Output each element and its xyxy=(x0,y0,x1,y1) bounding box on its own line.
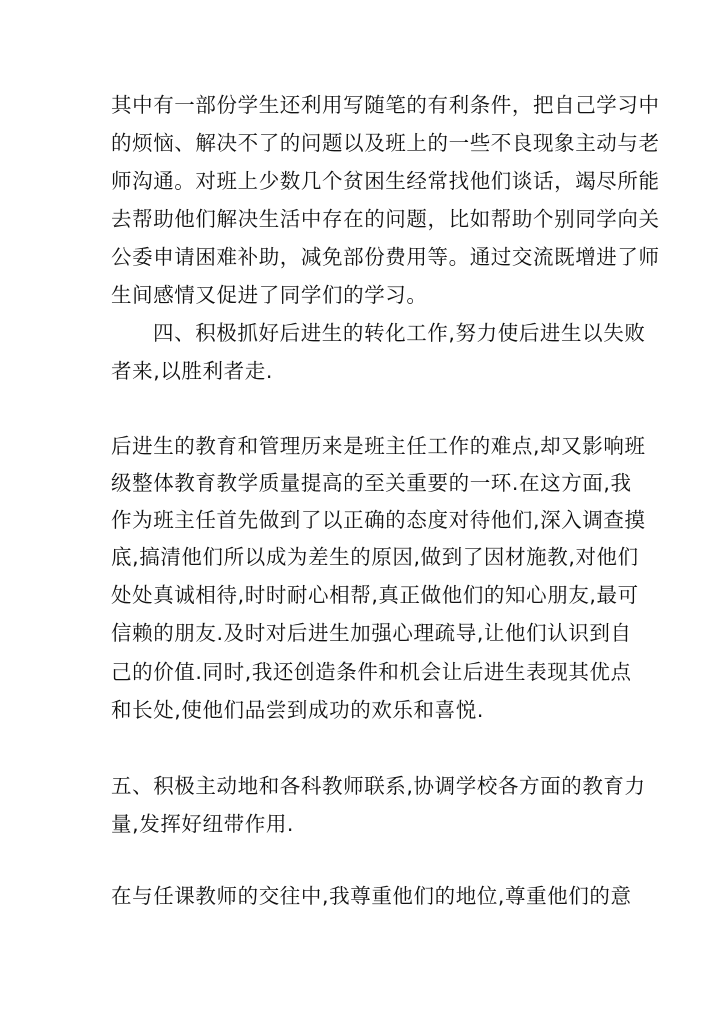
section-heading: 五、积极主动地和各科教师联系,协调学校各方面的教育力 xyxy=(111,774,646,798)
text-line: 底,搞清他们所以成为差生的原因,做到了因材施教,对他们 xyxy=(111,545,639,569)
text-line: 生间感情又促进了同学们的学习。 xyxy=(111,283,428,307)
text-line: 信赖的朋友.及时对后进生加强心理疏导,让他们认识到自 xyxy=(111,621,632,645)
text-line: 其中有一部份学生还利用写随笔的有利条件，把自己学习中 xyxy=(111,93,660,117)
text-line: 师沟通。对班上少数几个贫困生经常找他们谈话，竭尽所能 xyxy=(111,169,660,193)
text-line: 去帮助他们解决生活中存在的问题，比如帮助个别同学向关 xyxy=(111,207,660,231)
text-line: 的烦恼、解决不了的问题以及班上的一些不良现象主动与老 xyxy=(111,131,660,155)
section-heading-continuation: 量,发挥好纽带作用. xyxy=(111,812,295,836)
text-line: 和长处,使他们品尝到成功的欢乐和喜悦. xyxy=(111,698,484,722)
text-line: 处处真诚相待,时时耐心相帮,真正做他们的知心朋友,最可 xyxy=(111,583,639,607)
text-line: 公委申请困难补助，减免部份费用等。通过交流既增进了师 xyxy=(111,245,660,269)
text-line: 后进生的教育和管理历来是班主任工作的难点,却又影响班 xyxy=(111,434,646,458)
text-line: 在与任课教师的交往中,我尊重他们的地位,尊重他们的意 xyxy=(111,884,632,908)
text-line: 作为班主任首先做到了以正确的态度对待他们,深入调查摸 xyxy=(111,508,646,532)
text-line: 己的价值.同时,我还创造条件和机会让后进生表现其优点 xyxy=(111,660,632,684)
section-heading: 四、积极抓好后进生的转化工作,努力使后进生以失败 xyxy=(153,321,646,345)
text-line: 级整体教育教学质量提高的至关重要的一环.在这方面,我 xyxy=(111,471,632,495)
section-heading-continuation: 者来,以胜利者走. xyxy=(111,359,273,383)
